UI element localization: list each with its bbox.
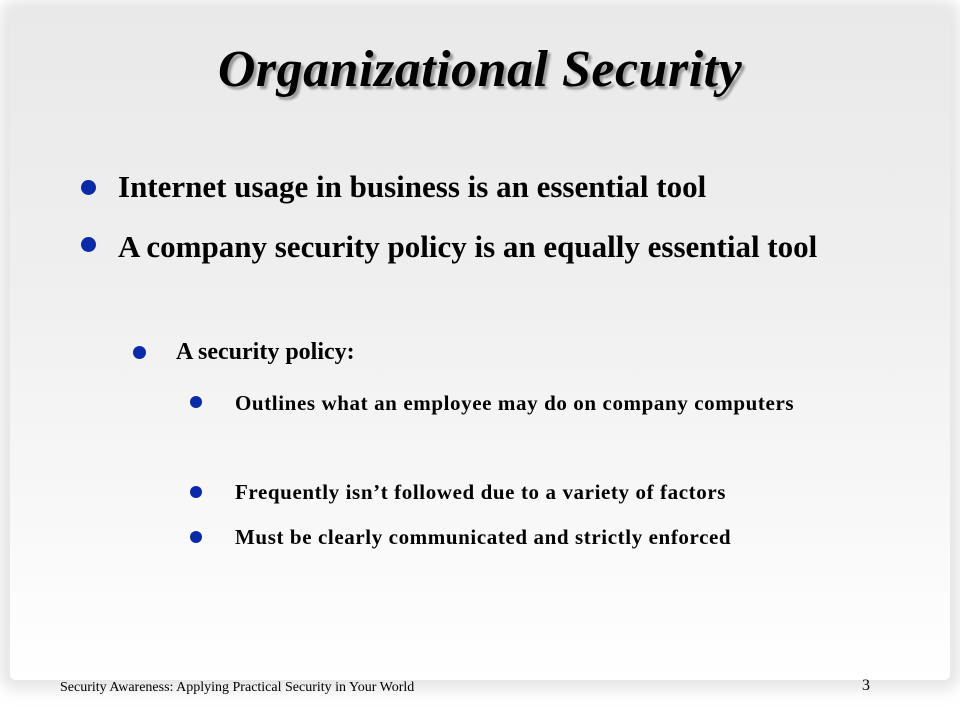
bullet-outlines: Outlines what an employee may do on company computers <box>235 391 795 415</box>
bullet-dot-icon <box>133 346 146 359</box>
slide-panel <box>10 10 950 680</box>
bullet-security-policy: A security policy: <box>176 339 355 365</box>
bullet-internet-usage: Internet usage in business is an essential tool <box>118 169 707 204</box>
page-number: 3 <box>862 677 870 694</box>
bullet-dot-icon <box>190 531 202 543</box>
bullet-dot-icon <box>81 237 96 252</box>
bullet-dot-icon <box>190 396 202 408</box>
bullet-dot-icon <box>81 180 96 195</box>
bullet-not-followed: Frequently isn’t followed due to a variety of factors <box>235 480 727 504</box>
bullet-company-policy: A company security policy is an equally essential tool <box>118 229 818 264</box>
bullet-dot-icon <box>190 486 202 498</box>
slide-footer: Security Awareness: Applying Practical Security in Your World <box>60 680 415 695</box>
bullet-must-be-communicated: Must be clearly communicated and strictly enforced <box>235 525 732 549</box>
slide-title: Organizational Security <box>217 41 743 98</box>
